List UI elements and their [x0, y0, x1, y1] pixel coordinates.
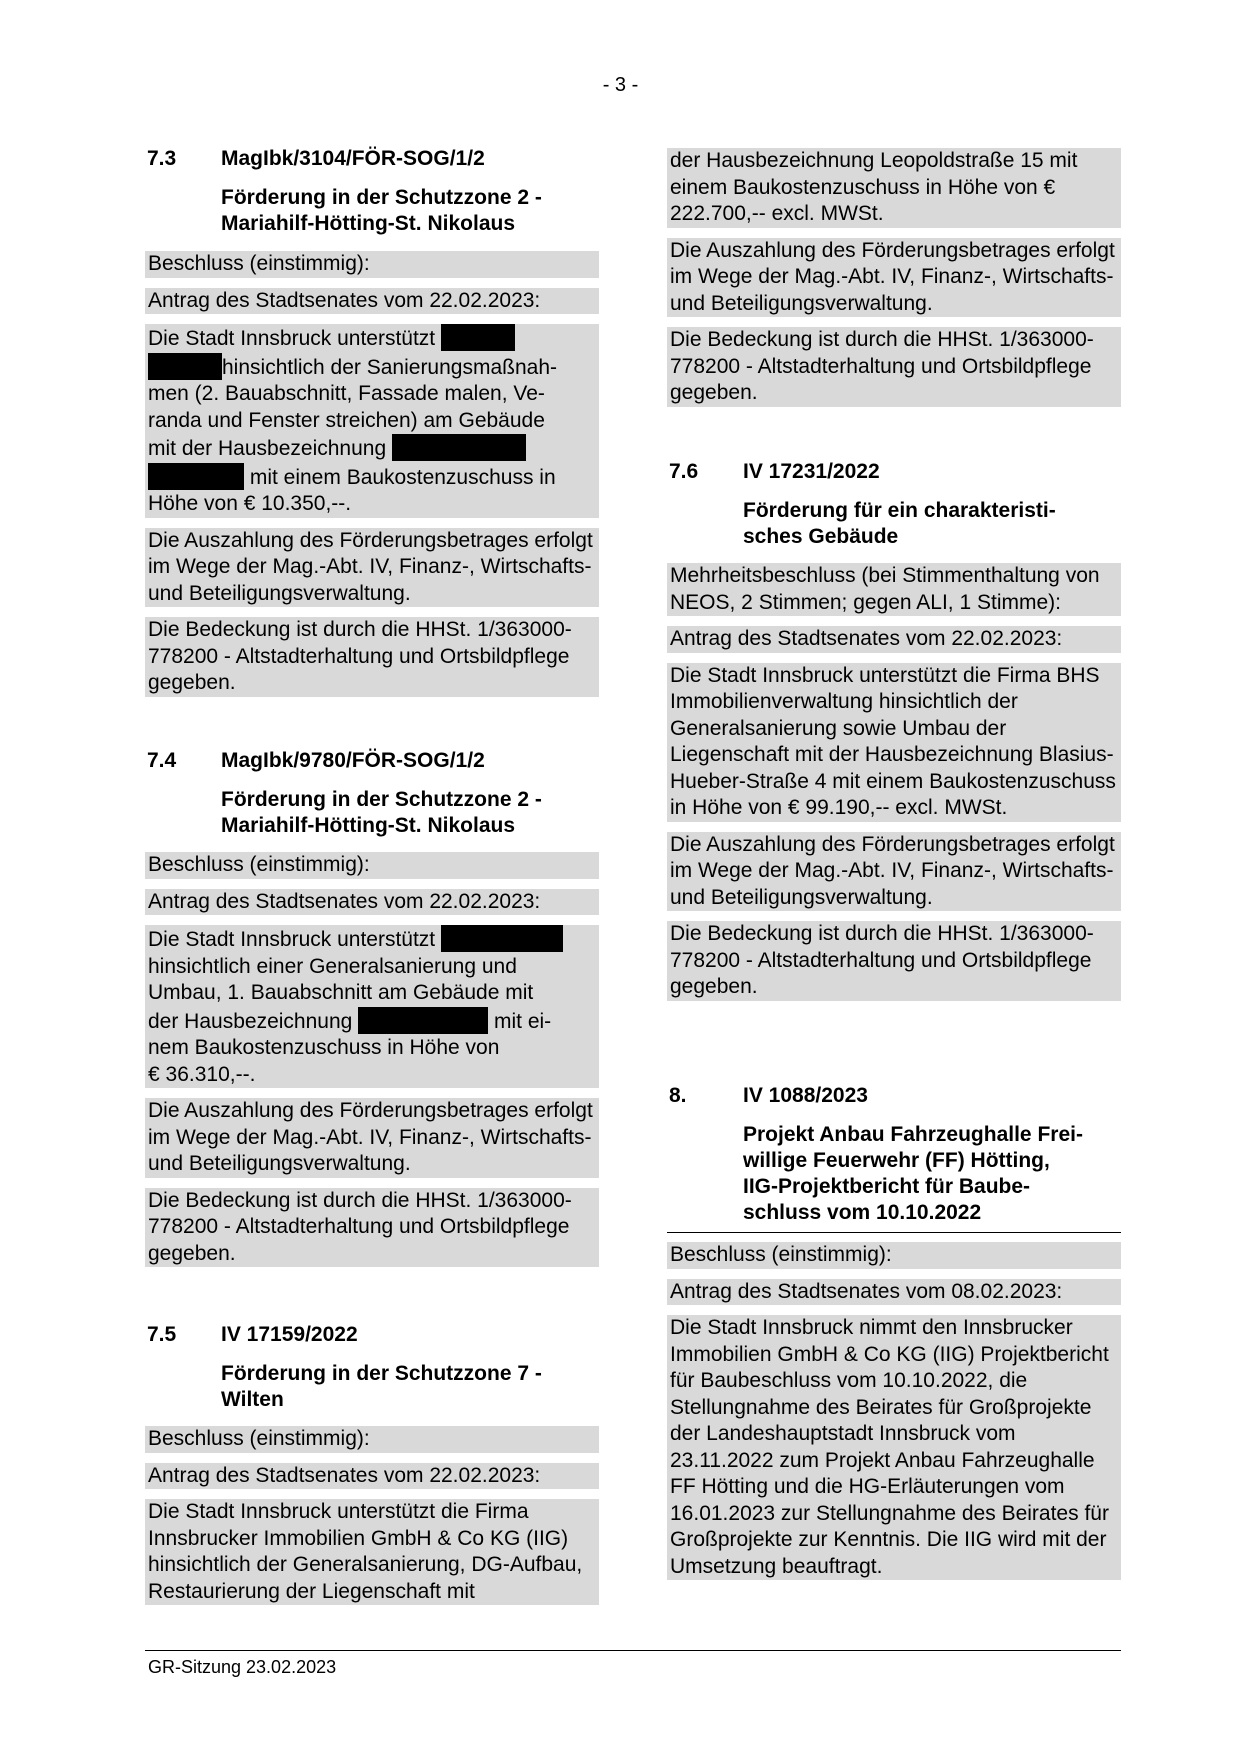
- body-line: mit einem Baukostenzuschuss in: [244, 465, 556, 489]
- motion-text: [145, 288, 599, 315]
- section-title-line: IIG-Projektbericht für Baube-: [743, 1175, 1031, 1198]
- section-title-line: Förderung in der Schutzzone 2 -: [221, 186, 542, 209]
- section-reference: MagIbk/3104/FÖR-SOG/1/2: [221, 147, 485, 170]
- body-line: hinsichtlich einer Generalsanierung und: [148, 954, 517, 978]
- section-number: 7.3: [147, 147, 177, 170]
- decision-text: Mehrheitsbeschluss (bei Stimmenthaltung von NEOS, 2 Stimmen; gegen ALI, 1 Stimme):: [667, 563, 1121, 616]
- redaction-block: [148, 463, 244, 490]
- footer-text: GR-Sitzung 23.02.2023: [148, 1657, 337, 1677]
- body-line: der Hausbezeichnung: [148, 1009, 359, 1033]
- section-title-line: Förderung in der Schutzzone 2 -: [221, 788, 542, 811]
- section-divider: [667, 1232, 1121, 1233]
- body-line: Höhe von € 10.350,--.: [148, 492, 352, 515]
- resolution-text: Die Stadt Innsbruck nimmt den Innsbrucker Immobilien GmbH & Co KG (IIG) Projektbericht für Baubeschluss vom 10.10.2022, die Stellungnahme des Beirates für Großprojekte der Landeshauptstadt Innsbruck vom 23.11.2022 zum Projekt Anbau Fahrzeughalle FF Hötting und die HG-Erläuterungen vom 16.01.2023 zur Stellungnahme des Beirates für Großprojekte zur Kenntnis. Die IIG wird mit der Umsetzung beauftragt.: [667, 1315, 1121, 1580]
- section-number: 8.: [669, 1084, 687, 1107]
- body-line: mit ei-: [488, 1009, 552, 1033]
- body-line: Die Stadt Innsbruck unterstützt: [148, 928, 441, 951]
- decision-text: Beschluss (einstimmig):: [145, 251, 599, 278]
- resolution-text-continued: der Hausbezeichnung Leopoldstraße 15 mit einem Baukostenzuschuss in Höhe von € 222.700,-- excl. MWSt.: [667, 148, 1121, 228]
- body-line: hinsichtlich der Sanierungsmaßnah-: [222, 355, 558, 379]
- section-title-line: sches Gebäude: [743, 525, 899, 548]
- redaction-block: [441, 925, 563, 952]
- section-7-4-body: [145, 852, 599, 1267]
- coverage-text: Die Bedeckung ist durch die HHSt. 1/363000-778200 - Altstadterhaltung und Ortsbildpflege gegeben.: [667, 327, 1121, 407]
- page-number: - 3 -: [602, 74, 639, 96]
- section-title-line: schluss vom 10.10.2022: [743, 1201, 982, 1224]
- payout-text: Die Auszahlung des Förderungsbetrages erfolgt im Wege der Mag.-Abt. IV, Finanz-, Wirtschafts- und Beteiligungsverwaltung.: [145, 528, 599, 608]
- coverage-text: Die Bedeckung ist durch die HHSt. 1/363000-778200 - Altstadterhaltung und Ortsbildpflege gegeben.: [667, 921, 1121, 1001]
- section-reference: MagIbk/9780/FÖR-SOG/1/2: [221, 749, 485, 772]
- section-reference: IV 1088/2023: [743, 1084, 868, 1107]
- section-number: 7.6: [669, 460, 699, 483]
- resolution-text: Die Stadt Innsbruck unterstützt die Firma BHS Immobilienverwaltung hinsichtlich der Generalsanierung sowie Umbau der Liegenschaft mit der Hausbezeichnung Blasius-Hueber-Straße 4 mit einem Baukostenzuschuss in Höhe von € 99.190,-- excl. MWSt.: [667, 663, 1121, 822]
- redaction-block: [358, 1007, 488, 1034]
- motion-text: Antrag des Stadtsenates vom 22.02.2023:: [145, 1463, 599, 1490]
- motion-text: Antrag des Stadtsenates vom 22.02.2023:: [145, 889, 599, 916]
- section-reference: IV 17231/2022: [743, 460, 880, 483]
- section-7-5-continued: [667, 148, 1121, 407]
- decision-text: Beschluss (einstimmig):: [145, 852, 599, 879]
- section-title-line: willige Feuerwehr (FF) Hötting,: [743, 1149, 1050, 1172]
- motion-label: Antrag des Stadtsenates vom 22.02.2023:: [148, 288, 541, 312]
- decision-text: Beschluss (einstimmig):: [667, 1242, 1121, 1269]
- body-line: nem Baukostenzuschuss in Höhe von: [148, 1036, 500, 1059]
- section-reference: IV 17159/2022: [221, 1323, 358, 1346]
- section-title-line: Förderung in der Schutzzone 7 -: [221, 1362, 542, 1385]
- motion-text: Antrag des Stadtsenates vom 08.02.2023:: [667, 1279, 1121, 1306]
- section-7-5-body: [145, 1426, 599, 1605]
- body-line: Umbau, 1. Bauabschnitt am Gebäude mit: [148, 981, 534, 1004]
- body-line: € 36.310,--.: [148, 1062, 256, 1086]
- section-title-line: Projekt Anbau Fahrzeughalle Frei-: [743, 1123, 1083, 1146]
- body-line: men (2. Bauabschnitt, Fassade malen, Ve-: [148, 382, 545, 405]
- section-title-line: Mariahilf-Hötting-St. Nikolaus: [221, 212, 515, 235]
- body-line: Die Stadt Innsbruck unterstützt: [148, 327, 441, 350]
- section-title-line: Förderung für ein charakteristi-: [743, 499, 1056, 522]
- payout-text: Die Auszahlung des Förderungsbetrages erfolgt im Wege der Mag.-Abt. IV, Finanz-, Wirtschafts- und Beteiligungsverwaltung.: [667, 832, 1121, 912]
- redaction-block: [392, 434, 526, 461]
- decision-text: Beschluss (einstimmig):: [145, 1426, 599, 1453]
- section-number: 7.4: [147, 749, 177, 772]
- body-line: randa und Fenster streichen) am Gebäude: [148, 408, 545, 432]
- section-8-body: [667, 1242, 1121, 1580]
- redaction-block: [148, 353, 222, 380]
- body-line: mit der Hausbezeichnung: [148, 437, 392, 460]
- motion-text: Antrag des Stadtsenates vom 22.02.2023:: [667, 626, 1121, 653]
- section-title-line: Wilten: [221, 1388, 284, 1411]
- resolution-text: [145, 324, 599, 518]
- section-number: 7.5: [147, 1323, 177, 1346]
- resolution-text: [145, 925, 599, 1088]
- payout-text: Die Auszahlung des Förderungsbetrages erfolgt im Wege der Mag.-Abt. IV, Finanz-, Wirtschafts- und Beteiligungsverwaltung.: [667, 238, 1121, 318]
- section-7-3-body: [145, 251, 599, 697]
- section-title-line: Mariahilf-Hötting-St. Nikolaus: [221, 814, 515, 837]
- redaction-block: [441, 324, 515, 351]
- coverage-text: Die Bedeckung ist durch die HHSt. 1/363000-778200 - Altstadterhaltung und Ortsbildpflege gegeben.: [145, 617, 599, 697]
- coverage-text: Die Bedeckung ist durch die HHSt. 1/363000-778200 - Altstadterhaltung und Ortsbildpflege gegeben.: [145, 1188, 599, 1268]
- resolution-text: Die Stadt Innsbruck unterstützt die Firma Innsbrucker Immobilien GmbH & Co KG (IIG) hinsichtlich der Generalsanierung, DG-Aufbau, Restaurierung der Liegenschaft mit: [145, 1499, 599, 1605]
- footer-rule: [145, 1650, 1121, 1651]
- payout-text: Die Auszahlung des Förderungsbetrages erfolgt im Wege der Mag.-Abt. IV, Finanz-, Wirtschafts- und Beteiligungsverwaltung.: [145, 1098, 599, 1178]
- section-7-6-body: [667, 563, 1121, 1001]
